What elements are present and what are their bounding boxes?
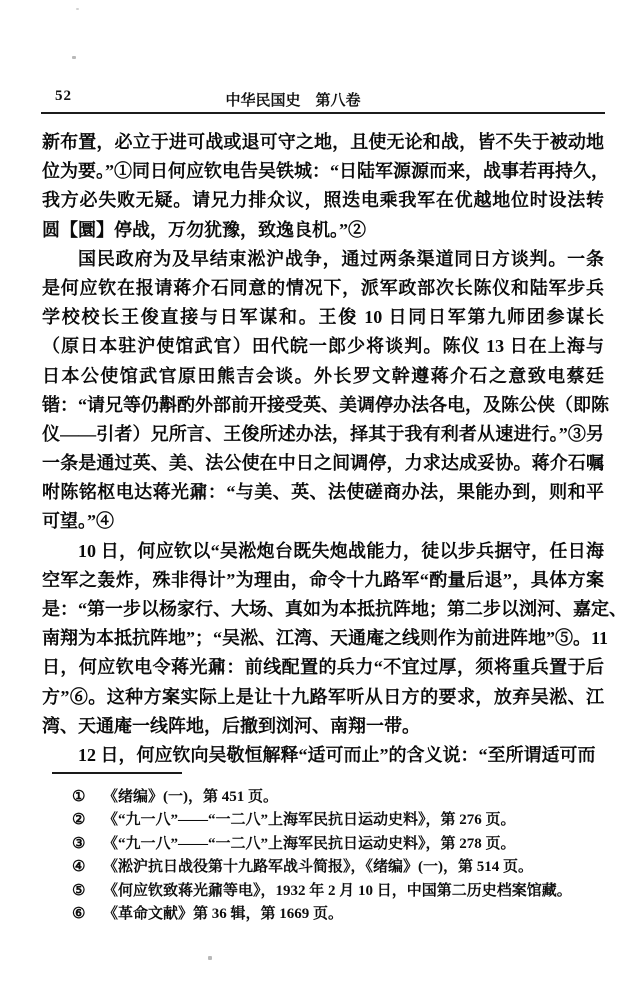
body-line: 可望。”④ <box>42 511 114 532</box>
footnote-marker: ④ <box>72 859 86 876</box>
footnote-item <box>42 856 604 879</box>
footnote-item <box>42 833 604 856</box>
footnotes <box>42 786 604 926</box>
body-line: 国民政府为及早结束淞沪战争，通过两条渠道同日方谈判。一条 <box>78 248 604 269</box>
footnote-text: 《“九一八”——“一二八”上海军民抗日运动史料》，第 278 页。 <box>103 835 516 852</box>
footnote-marker: ① <box>72 789 86 805</box>
footnote-text: 《何应钦致蒋光鼐等电》，1932 年 2 月 10 日，中国第二历史档案馆藏。 <box>103 882 572 899</box>
body-line: 方”⑥。这种方案实际上是让十九路军听从日方的要求，放弃吴淞、江 <box>42 686 604 707</box>
footnote-marker: ③ <box>72 835 86 852</box>
body-line: 10 日，何应钦以“吴淞炮台既失炮战能力，徒以步兵据守，任日海 <box>78 540 604 561</box>
body-line: 仪——引者）兄所言、王俊所述办法，择其于我有利者从速进行。”③另 <box>42 423 604 444</box>
footnote-item <box>42 786 604 809</box>
body-line: 南翔为本抵抗阵地”；“吴淞、江湾、天通庵之线则作为前进阵地”⑤。11 <box>42 628 609 649</box>
footnote-marker: ② <box>72 812 86 829</box>
footnote-text: 《绪编》(一)，第 451 页。 <box>103 789 278 805</box>
scan-speck <box>76 8 79 10</box>
body-line: 位为要。”①同日何应钦电告吴铁城：“日陆军源源而来，战事若再持久， <box>42 161 609 182</box>
footnote-marker: ⑤ <box>72 882 86 899</box>
footnote-marker: ⑥ <box>72 905 86 922</box>
footnote-item <box>42 809 604 832</box>
scan-speck <box>208 956 212 960</box>
body-line: 圆【圜】停战，万勿犹豫，致逸良机。”② <box>42 219 366 240</box>
header-rule <box>41 112 605 114</box>
page-number: 52 <box>55 88 72 104</box>
body-line: 我方必失败无疑。请兄力排众议，照迭电乘我军在优越地位时设法转 <box>42 190 604 211</box>
body-line: 是何应钦在报请蒋介石同意的情况下，派军政部次长陈仪和陆军步兵 <box>42 277 604 298</box>
body-line: 空军之轰炸，殊非得计”为理由，命令十九路军“酌量后退”，具体方案 <box>42 569 604 590</box>
footnote-text: 《革命文献》第 36 辑，第 1669 页。 <box>103 905 344 922</box>
scan-speck <box>72 56 76 59</box>
body-line: 咐陈铭枢电达蒋光鼐：“与美、英、法使磋商办法，果能办到，则和平 <box>42 482 604 503</box>
body-line: 12 日，何应钦向吴敬恒解释“适可而止”的含义说：“至所谓适可而 <box>78 744 596 765</box>
body-line: 一条是通过英、美、法公使在中日之间调停，力求达成妥协。蒋介石嘱 <box>42 453 604 474</box>
body-line: 是：“第一步以杨家行、大场、真如为本抵抗阵地；第二步以浏河、嘉定、 <box>42 599 627 619</box>
body-line: 日本公使馆武官原田熊吉会谈。外长罗文幹遵蒋介石之意致电蔡廷 <box>42 365 604 386</box>
body-line: 锴：“请兄等仍斠酌外部前开接受英、美调停办法各电，及陈公侠（即陈 <box>42 394 609 415</box>
running-title: 中华民国史 第八卷 <box>225 93 361 109</box>
body-line: 湾、天通庵一线阵地，后撤到浏河、南翔一带。 <box>42 715 420 736</box>
footnote-text: 《“九一八”——“一二八”上海军民抗日运动史料》，第 276 页。 <box>103 812 516 829</box>
footnote-text: 《淞沪抗日战役第十九路军战斗简报》，《绪编》(一)，第 514 页。 <box>103 859 533 876</box>
footnote-separator-rule <box>52 772 182 774</box>
body-text <box>42 128 627 770</box>
body-line: （原日本驻沪使馆武官）田代皖一郎少将谈判。陈仪 13 日在上海与 <box>42 336 604 357</box>
footnote-item <box>42 903 604 926</box>
body-line: 学校校长王俊直接与日军谋和。王俊 10 日同日军第九师团参谋长 <box>42 307 604 328</box>
body-line: 日，何应钦电令蒋光鼐：前线配置的兵力“不宜过厚，须将重兵置于后 <box>42 657 604 678</box>
body-line: 新布置，必立于进可战或退可守之地，且使无论和战，皆不失于被动地 <box>42 132 604 152</box>
footnote-item <box>42 880 604 903</box>
